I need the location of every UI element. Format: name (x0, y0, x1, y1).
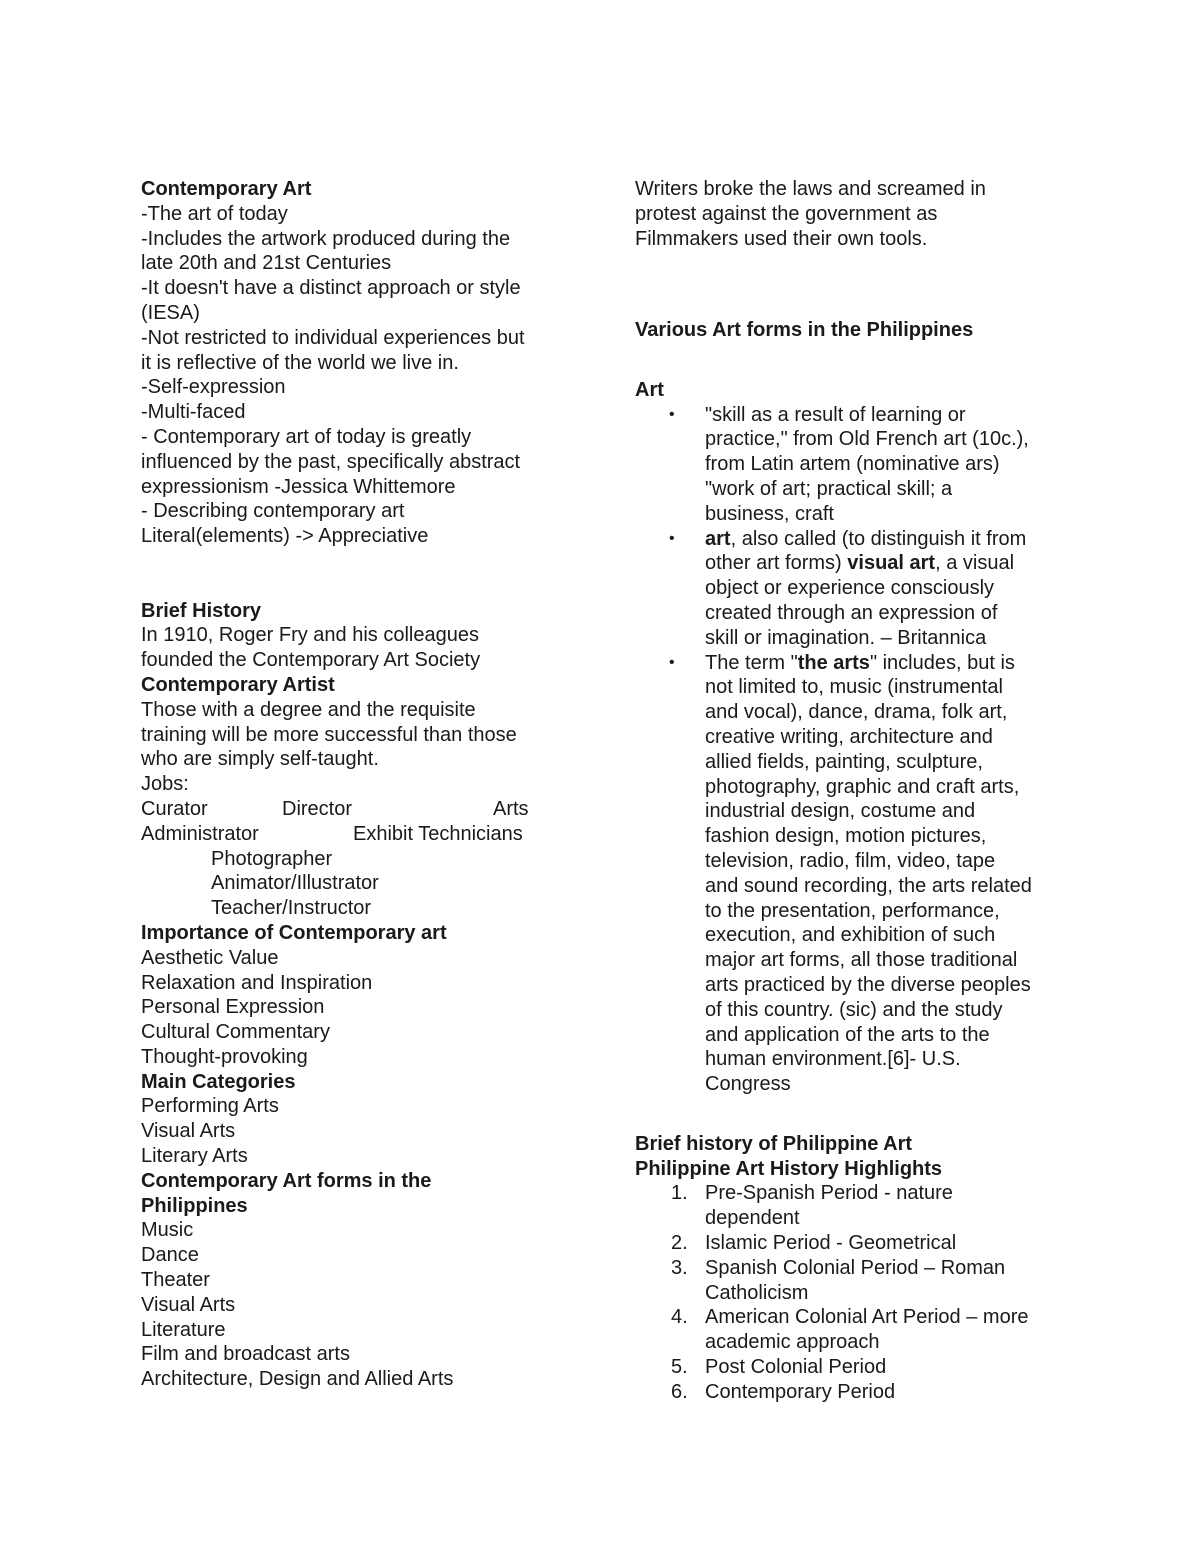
art-forms-list (141, 1218, 571, 1392)
heading-brief-history-ph: Brief history of Philippine Art (635, 1132, 913, 1155)
intro-list (141, 202, 571, 549)
job-item: Teacher/Instructor (211, 897, 372, 920)
text-line: and sound recording, the arts related (705, 874, 1032, 897)
text-line: founded the Contemporary Art Society (141, 649, 481, 672)
periods-list (635, 1181, 1075, 1404)
text-line: -Not restricted to individual experiences but (141, 326, 525, 349)
text-line: business, craft (705, 502, 834, 525)
text-line: television, radio, film, video, tape (705, 849, 996, 872)
list-item (635, 527, 1075, 651)
heading-art: Art (635, 378, 664, 401)
text-line: photography, graphic and craft arts, (705, 775, 1020, 798)
history-text (141, 623, 571, 673)
list-item: Theater (141, 1269, 210, 1292)
list-item: Visual Arts (141, 1293, 236, 1316)
text-line: - Describing contemporary art (141, 500, 405, 523)
heading-main-categories: Main Categories (141, 1070, 296, 1093)
text-line: created through an expression of (705, 601, 998, 624)
list-item: Cultural Commentary (141, 1021, 330, 1044)
text-line: and application of the arts to the (705, 1023, 990, 1046)
bold-term: visual art (847, 552, 936, 575)
heading-brief-history: Brief History (141, 599, 262, 622)
list-item (635, 651, 1075, 1097)
text-line: to the presentation, performance, (705, 899, 1000, 922)
text-line: Catholicism (705, 1281, 809, 1304)
jobs-label: Jobs: (141, 773, 189, 796)
heading-highlights: Philippine Art History Highlights (635, 1157, 943, 1180)
text-line: fashion design, motion pictures, (705, 825, 987, 848)
text-line: -It doesn't have a distinct approach or style (141, 277, 521, 300)
period-item (635, 1231, 1075, 1256)
heading-art-forms: Contemporary Art forms in the (141, 1169, 432, 1192)
list-item: Dance (141, 1244, 199, 1267)
list-number: 4. (671, 1306, 688, 1329)
list-number: 3. (671, 1256, 688, 1279)
text-line: Congress (705, 1073, 791, 1096)
text-line: late 20th and 21st Centuries (141, 252, 392, 275)
heading-contemporary-artist: Contemporary Artist (141, 673, 335, 696)
text-line: execution, and exhibition of such (705, 924, 996, 947)
heading-various-art-forms: Various Art forms in the Philippines (635, 318, 974, 341)
list-item: Personal Expression (141, 996, 325, 1019)
text-line: - Contemporary art of today is greatly (141, 425, 472, 448)
text-line: Literal(elements) -> Appreciative (141, 525, 429, 548)
job-item: Animator/Illustrator (211, 872, 379, 895)
job-item: Arts (493, 797, 529, 820)
list-number: 1. (671, 1182, 688, 1205)
list-item: Music (141, 1219, 194, 1242)
text-line: from Latin artem (nominative ars) (705, 453, 1000, 476)
text-run: other art forms) (705, 552, 848, 575)
list-item: Architecture, Design and Allied Arts (141, 1368, 454, 1391)
list-item: Thought-provoking (141, 1045, 308, 1068)
text-line: academic approach (705, 1331, 880, 1354)
artist-text (141, 698, 571, 772)
text-line: -Multi-faced (141, 401, 246, 424)
text-line: training will be more successful than those (141, 723, 517, 746)
text-line: protest against the government as (635, 202, 938, 225)
art-definition-list (635, 403, 1075, 1097)
bold-term: the arts (797, 651, 870, 674)
text-line: In 1910, Roger Fry and his colleagues (141, 624, 479, 647)
list-number: 2. (671, 1232, 688, 1255)
bold-term: art (705, 527, 731, 550)
bullet-icon: • (669, 529, 675, 547)
text-line: dependent (705, 1207, 800, 1230)
text-line: not limited to, music (instrumental (705, 676, 1003, 699)
list-number: 6. (671, 1380, 688, 1403)
text-line: who are simply self-taught. (141, 748, 379, 771)
jobs-indented (141, 847, 571, 921)
text-line: it is reflective of the world we live in. (141, 351, 459, 374)
left-column (141, 177, 571, 1392)
text-line: object or experience consciously (705, 577, 995, 600)
importance-list (141, 946, 571, 1070)
heading-importance: Importance of Contemporary art (141, 921, 447, 944)
text-line: major art forms, all those traditional (705, 949, 1018, 972)
text-run: , a visual (935, 552, 1015, 575)
text-line: Islamic Period - Geometrical (705, 1232, 957, 1255)
jobs-row-1 (141, 797, 571, 822)
job-item: Curator (141, 797, 208, 820)
period-item (635, 1256, 1075, 1306)
text-line: Contemporary Period (705, 1380, 896, 1403)
main-categories-list (141, 1094, 571, 1168)
text-line: American Colonial Art Period – more (705, 1306, 1029, 1329)
list-item: Relaxation and Inspiration (141, 971, 373, 994)
list-item: Film and broadcast arts (141, 1343, 350, 1366)
list-item: Aesthetic Value (141, 946, 279, 969)
jobs-row-2 (141, 822, 571, 847)
text-line: -Includes the artwork produced during the (141, 227, 511, 250)
list-number: 5. (671, 1356, 688, 1379)
job-item: Administrator (141, 822, 259, 845)
text-line: of this country. (sic) and the study (705, 998, 1003, 1021)
job-item: Exhibit Technicians (353, 822, 523, 845)
text-run: " includes, but is (869, 651, 1015, 674)
text-line: industrial design, costume and (705, 800, 976, 823)
period-item (635, 1380, 1075, 1405)
job-item: Photographer (211, 847, 333, 870)
text-line: -Self-expression (141, 376, 286, 399)
text-line: creative writing, architecture and (705, 725, 993, 748)
list-item: Literary Arts (141, 1145, 248, 1168)
text-line: practice," from Old French art (10c.), (705, 428, 1029, 451)
text-line: "work of art; practical skill; a (705, 477, 953, 500)
text-line: "skill as a result of learning or (705, 403, 966, 426)
bullet-icon: • (669, 405, 675, 423)
text-line: human environment.[6]- U.S. (705, 1048, 961, 1071)
text-line: influenced by the past, specifically abstract (141, 450, 521, 473)
text-line: Writers broke the laws and screamed in (635, 178, 986, 200)
period-item (635, 1355, 1075, 1380)
text-line: -The art of today (141, 202, 288, 225)
text-line: allied fields, painting, sculpture, (705, 750, 983, 773)
text-run: , also called (to distinguish it from (730, 527, 1027, 550)
list-item (635, 403, 1075, 527)
text-line: Post Colonial Period (705, 1356, 887, 1379)
bullet-icon: • (669, 653, 675, 671)
text-line: expressionism -Jessica Whittemore (141, 475, 456, 498)
period-item (635, 1181, 1075, 1231)
text-line: Pre-Spanish Period - nature (705, 1182, 953, 1205)
heading-contemporary-art: Contemporary Art (141, 178, 312, 200)
list-item: Visual Arts (141, 1120, 236, 1143)
list-item: Literature (141, 1318, 226, 1341)
text-line: Those with a degree and the requisite (141, 698, 476, 721)
text-run: The term " (705, 651, 798, 674)
text-line: skill or imagination. – Britannica (705, 626, 987, 649)
period-item (635, 1305, 1075, 1355)
right-column (635, 177, 1075, 1405)
writers-paragraph (635, 177, 1075, 251)
heading-art-forms: Philippines (141, 1194, 248, 1217)
text-line: Spanish Colonial Period – Roman (705, 1256, 1006, 1279)
list-item: Performing Arts (141, 1095, 279, 1118)
text-line: arts practiced by the diverse peoples (705, 973, 1031, 996)
text-line: Filmmakers used their own tools. (635, 227, 928, 250)
text-line: and vocal), dance, drama, folk art, (705, 701, 1008, 724)
job-item: Director (282, 797, 353, 820)
text-line: (IESA) (141, 301, 200, 324)
